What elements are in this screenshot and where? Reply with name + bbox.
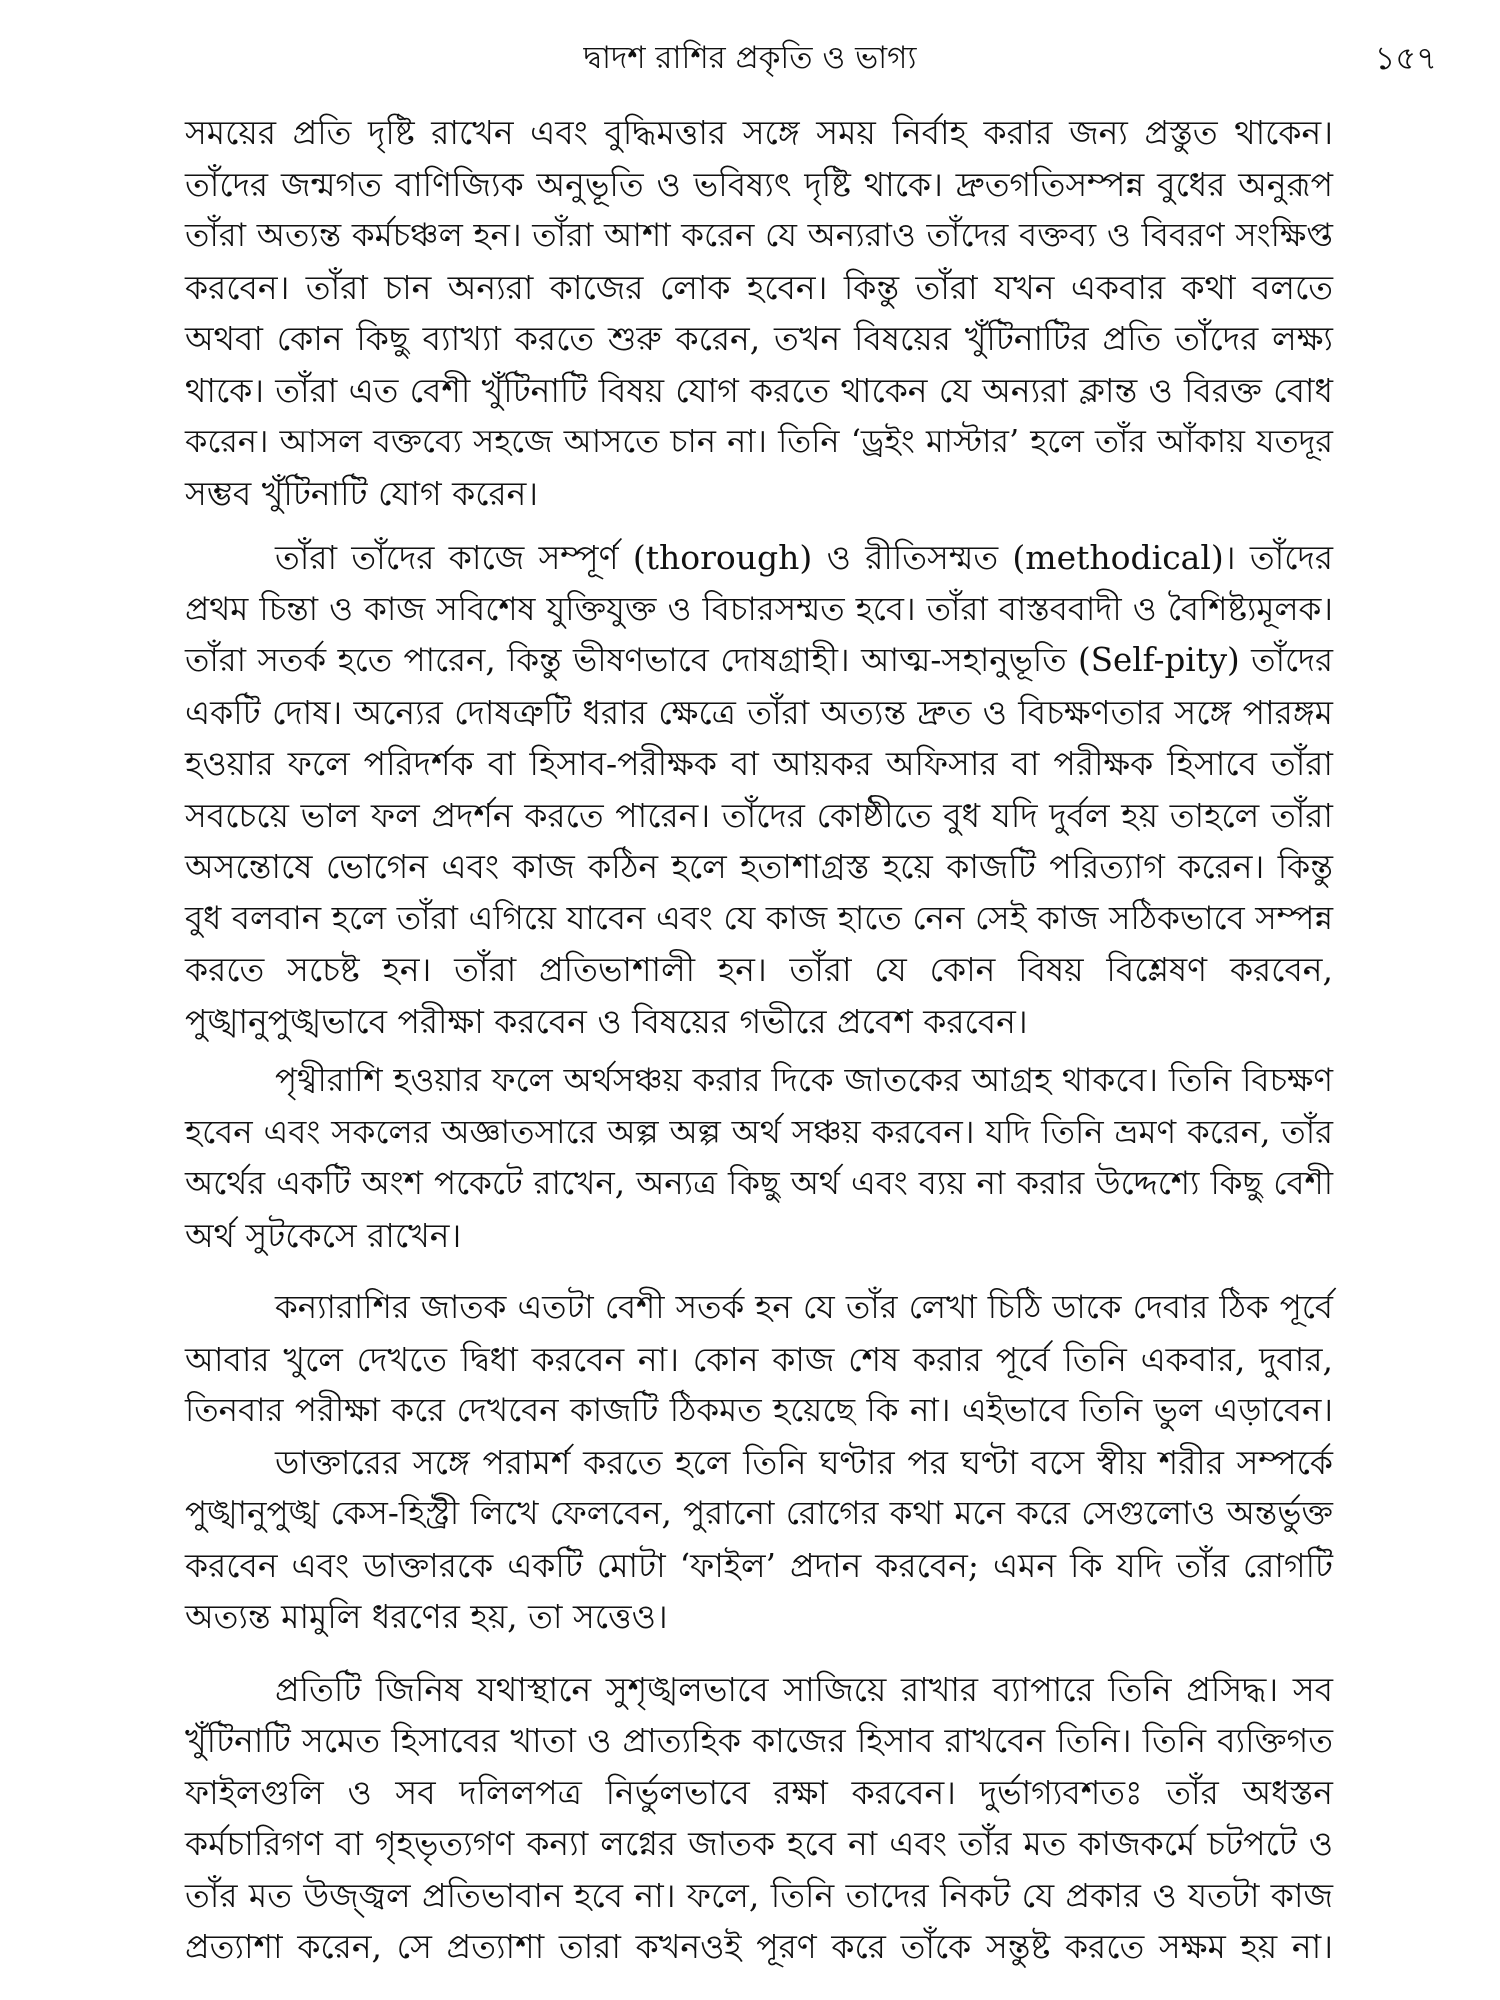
text-line: করতে সচেষ্ট হন। তাঁরা প্রতিভাশালী হন। তাঁরা যে কোন বিষয় বিশ্লেষণ করবেন, [185, 950, 1333, 989]
text-line: প্রথম চিন্তা ও কাজ সবিশেষ যুক্তিযুক্ত ও বিচারসম্মত হবে। তাঁরা বাস্তববাদী ও বৈশিষ্ট্যমূলক। [185, 589, 1333, 628]
text-line: পুঙ্খানুপুঙ্খ কেস-হিস্ট্রী লিখে ফেলবেন, পুরানো রোগের কথা মনে করে সেগুলোও অন্তর্ভুক্ত [185, 1494, 1333, 1532]
text-line: করবেন। তাঁরা চান অন্যরা কাজের লোক হবেন। কিন্তু তাঁরা যখন একবার কথা বলতে [185, 267, 1333, 307]
text-line: প্রতিটি জিনিষ যথাস্থানে সুশৃঙ্খলভাবে সাজিয়ে রাখার ব্যাপারে তিনি প্রসিদ্ধ। সব [275, 1669, 1333, 1709]
body-text [185, 107, 1333, 1973]
text-line: ডাক্তারের সঙ্গে পরামর্শ করতে হলে তিনি ঘণ্টার পর ঘণ্টা বসে স্বীয় শরীর সম্পর্কে [275, 1442, 1333, 1482]
paragraph-5 [185, 1437, 1333, 1643]
text-line: কর্মচারিগণ বা গৃহভৃত্যগণ কন্যা লগ্নের জাতক হবে না এবং তাঁর মত কাজকর্মে চটপটে ও [185, 1824, 1333, 1863]
text-line: তাঁরা তাঁদের কাজে সম্পূর্ণ (thorough) ও রীতিসম্মত (methodical)। তাঁদের [275, 538, 1333, 577]
text-line: তাঁরা সতর্ক হতে পারেন, কিন্তু ভীষণভাবে দোষগ্রাহী। আত্ম-সহানুভূতি (Self-pity) তাঁদের [185, 641, 1333, 679]
text-line: আবার খুলে দেখতে দ্বিধা করবেন না। কোন কাজ শেষ করার পূর্বে তিনি একবার, দুবার, [185, 1339, 1333, 1379]
paragraph-2 [185, 532, 1333, 1047]
text-line: পুঙ্খানুপুঙ্খভাবে পরীক্ষা করবেন ও বিষয়ের গভীরে প্রবেশ করবেন। [185, 1001, 1028, 1041]
text-line: হওয়ার ফলে পরিদর্শক বা হিসাব-পরীক্ষক বা আয়কর অফিসার বা পরীক্ষক হিসাবে তাঁরা [185, 744, 1333, 783]
text-line: অর্থ সুটকেসে রাখেন। [185, 1215, 462, 1255]
text-line: তাঁদের জন্মগত বাণিজ্যিক অনুভূতি ও ভবিষ্যৎ দৃষ্টি থাকে। দ্রুতগতিসম্পন্ন বুধের অনুরূপ [185, 164, 1333, 204]
paragraph-3 [185, 1055, 1333, 1261]
text-line: অসন্তোষে ভোগেন এবং কাজ কঠিন হলে হতাশাগ্রস্ত হয়ে কাজটি পরিত্যাগ করেন। কিন্তু [185, 847, 1333, 886]
page-number: ১৫৭ [1374, 39, 1437, 77]
text-line: খুঁটিনাটি সমেত হিসাবের খাতা ও প্রাত্যহিক কাজের হিসাব রাখবেন তিনি। তিনি ব্যক্তিগত [185, 1721, 1333, 1760]
text-line: সময়ের প্রতি দৃষ্টি রাখেন এবং বুদ্ধিমত্তার সঙ্গে সময় নির্বাহ করার জন্য প্রস্তুত থাকেন। [185, 113, 1333, 152]
text-line: তাঁরা অত্যন্ত কর্মচঞ্চল হন। তাঁরা আশা করেন যে অন্যরাও তাঁদের বক্তব্য ও বিবরণ সংক্ষিপ্ত [185, 216, 1333, 254]
paragraph-1 [185, 107, 1333, 519]
text-line: অত্যন্ত মামুলি ধরণের হয়, তা সত্তেও। [185, 1597, 668, 1636]
text-line: ফাইলগুলি ও সব দলিলপত্র নির্ভুলভাবে রক্ষা করবেন। দুর্ভাগ্যবশতঃ তাঁর অধস্তন [185, 1772, 1333, 1812]
text-line: প্রত্যাশা করেন, সে প্রত্যাশা তারা কখনওই পূরণ করে তাঁকে সন্তুষ্ট করতে সক্ষম হয় না। [185, 1927, 1333, 1966]
text-line: তাঁর মত উজ্জ্বল প্রতিভাবান হবে না। ফলে, তিনি তাদের নিকট যে প্রকার ও যতটা কাজ [185, 1875, 1333, 1915]
text-line: সম্ভব খুঁটিনাটি যোগ করেন। [185, 473, 539, 513]
text-line: অথবা কোন কিছু ব্যাখ্যা করতে শুরু করেন, তখন বিষয়ের খুঁটিনাটির প্রতি তাঁদের লক্ষ্য [185, 319, 1333, 358]
paragraph-6 [185, 1664, 1333, 1973]
running-title: দ্বাদশ রাশির প্রকৃতি ও ভাগ্য [583, 40, 917, 76]
text-line: করেন। আসল বক্তব্যে সহজে আসতে চান না। তিনি ‘ড্রইং মাস্টার’ হলে তাঁর আঁকায় যতদূর [185, 422, 1333, 460]
text-line: অর্থের একটি অংশ পকেটে রাখেন, অন্যত্র কিছু অর্থ এবং ব্যয় না করার উদ্দেশ্যে কিছু বেশী [185, 1164, 1333, 1202]
text-line: করবেন এবং ডাক্তারকে একটি মোটা ‘ফাইল’ প্রদান করবেন; এমন কি যদি তাঁর রোগটি [185, 1545, 1333, 1585]
text-line: পৃথ্বীরাশি হওয়ার ফলে অর্থসঞ্চয় করার দিকে জাতকের আগ্রহ থাকবে। তিনি বিচক্ষণ [275, 1061, 1333, 1099]
running-header [0, 36, 1500, 80]
text-line: তিনবার পরীক্ষা করে দেখবেন কাজটি ঠিকমত হয়েছে কি না। এইভাবে তিনি ভুল এড়াবেন। [185, 1391, 1333, 1429]
paragraph-4 [185, 1282, 1333, 1437]
text-line: একটি দোষ। অন্যের দোষত্রুটি ধরার ক্ষেত্রে তাঁরা অত্যন্ত দ্রুত ও বিচক্ষণতার সঙ্গে পারঙ্গম [185, 692, 1333, 732]
text-line: কন্যারাশির জাতক এতটা বেশী সতর্ক হন যে তাঁর লেখা চিঠি ডাকে দেবার ঠিক পূর্বে [275, 1288, 1333, 1326]
text-line: সবচেয়ে ভাল ফল প্রদর্শন করতে পারেন। তাঁদের কোষ্ঠীতে বুধ যদি দুর্বল হয় তাহলে তাঁরা [185, 795, 1333, 835]
text-line: বুধ বলবান হলে তাঁরা এগিয়ে যাবেন এবং যে কাজ হাতে নেন সেই কাজ সঠিকভাবে সম্পন্ন [185, 898, 1333, 937]
text-line: হবেন এবং সকলের অজ্ঞাতসারে অল্প অল্প অর্থ সঞ্চয় করবেন। যদি তিনি ভ্রমণ করেন, তাঁর [185, 1112, 1333, 1151]
text-line: থাকে। তাঁরা এত বেশী খুঁটিনাটি বিষয় যোগ করতে থাকেন যে অন্যরা ক্লান্ত ও বিরক্ত বোধ [185, 370, 1333, 410]
